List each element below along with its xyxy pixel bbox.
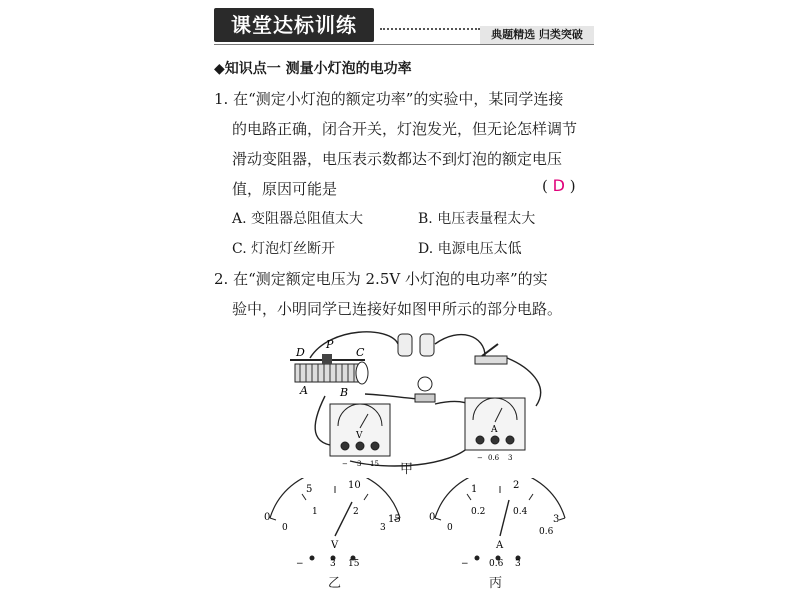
v-inner-1: 1 [312, 507, 318, 517]
volt-terminal-3: 3 [357, 460, 362, 468]
header-subtitle: 典题精选 归类突破 [480, 26, 594, 44]
option-b: B. 电压表量程太大 [418, 211, 536, 227]
caption-bing: 丙 [489, 576, 503, 591]
caption-yi: 乙 [328, 576, 342, 591]
a-scale-letter: A [496, 540, 504, 551]
amm-terminal-06: 0.6 [488, 454, 500, 462]
a-inner-0: 0 [447, 523, 453, 533]
ammeter-scale [425, 478, 575, 570]
voltmeter-needle [335, 502, 352, 536]
v-inner-2: 2 [353, 507, 359, 517]
option-c: C. 灯泡灯丝断开 [232, 241, 336, 257]
v-term-neg: − [296, 559, 304, 569]
q1-line-3: 滑动变阻器，电压表示数都达不到灯泡的额定电压 [232, 150, 563, 168]
a-outer-3: 3 [553, 514, 560, 525]
switch [475, 344, 507, 364]
a-outer-2: 2 [513, 480, 520, 491]
q1-line-2: 的电路正确，闭合开关，灯泡发光，但无论怎样调节 [232, 120, 578, 138]
voltmeter-scale [260, 478, 410, 570]
answer-bracket [542, 176, 576, 195]
section-title: ◆知识点一 测量小灯泡的电功率 [214, 61, 412, 77]
answer-value: D [552, 176, 565, 195]
amm-terminal-3: 3 [508, 454, 513, 462]
amm-terminal-neg: − [477, 454, 483, 462]
v-term-15: 15 [348, 559, 360, 569]
ammeter-letter: A [491, 425, 498, 435]
label-a: A [300, 384, 308, 397]
option-d: D. 电源电压太低 [418, 241, 522, 257]
v-outer-0: 0 [264, 512, 271, 523]
q2-line-1: 2. 在“测定额定电压为 2.5V 小灯泡的电功率”的实 [214, 270, 548, 288]
a-term-3: 3 [515, 559, 521, 569]
q1-line-4: 值，原因可能是 [232, 180, 338, 198]
header-divider [380, 28, 480, 30]
label-p: P [326, 338, 334, 351]
option-a: A. 变阻器总阻值太大 [232, 211, 364, 227]
volt-terminal-neg: − [342, 460, 348, 468]
a-term-neg: − [461, 559, 469, 569]
v-scale-letter: V [331, 540, 339, 551]
battery [398, 334, 434, 356]
caption-jia: 甲 [400, 462, 414, 477]
v-inner-0: 0 [282, 523, 288, 533]
lamp [415, 377, 435, 402]
header-banner [214, 8, 594, 42]
v-outer-5: 5 [306, 484, 313, 495]
label-b: B [340, 386, 349, 399]
v-term-3: 3 [330, 559, 336, 569]
volt-terminal-15: 15 [370, 460, 379, 468]
paren-left: ( [542, 177, 548, 195]
ammeter-needle [500, 500, 509, 536]
v-outer-15: 15 [388, 514, 401, 525]
v-inner-3: 3 [380, 523, 386, 533]
voltmeter [330, 404, 390, 456]
a-term-06: 0.6 [489, 559, 504, 569]
a-inner-04: 0.4 [513, 507, 528, 517]
voltmeter-letter: V [356, 431, 363, 441]
ammeter [465, 398, 525, 450]
wire-battery-switch [435, 335, 485, 356]
q1-line-1: 1. 在“测定小灯泡的额定功率”的实验中，某同学连接 [214, 90, 564, 108]
a-inner-06: 0.6 [539, 527, 554, 537]
a-outer-0: 0 [429, 512, 436, 523]
a-inner-02: 0.2 [471, 507, 486, 517]
a-outer-1: 1 [471, 484, 478, 495]
header-title: 课堂达标训练 [214, 8, 374, 42]
circuit-diagram [270, 326, 570, 474]
header-rule [214, 44, 594, 45]
label-d: D [296, 346, 305, 359]
label-c: C [356, 346, 365, 359]
paren-right: ) [569, 177, 576, 195]
q2-line-2: 验中，小明同学已连接好如图甲所示的部分电路。 [232, 300, 563, 318]
v-outer-10: 10 [348, 480, 361, 491]
